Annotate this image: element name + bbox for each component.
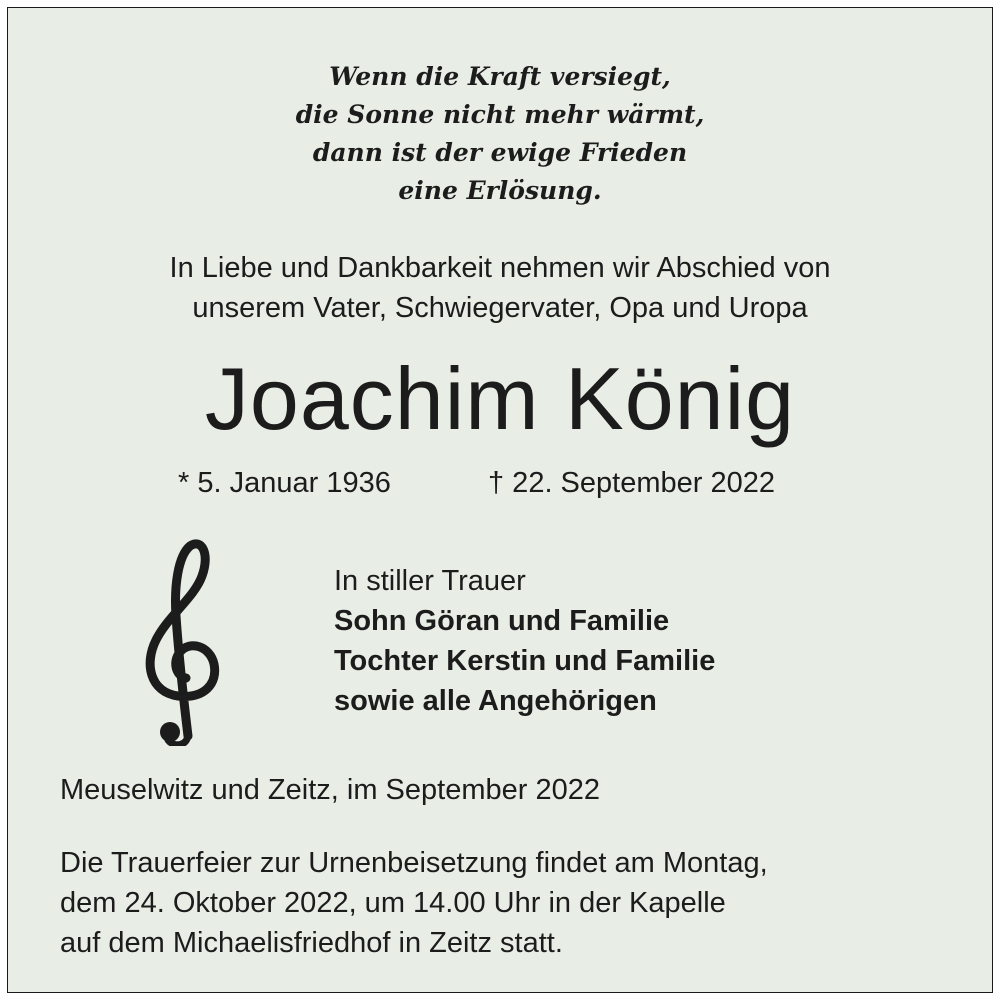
deceased-name: Joachim König xyxy=(204,349,796,448)
mourner-line: sowie alle Angehörigen xyxy=(334,685,657,717)
obituary-notice xyxy=(7,7,993,993)
mourners-heading: In stiller Trauer xyxy=(334,565,526,597)
poem-line: Wenn die Kraft versiegt, xyxy=(329,62,671,91)
ceremony-line: Die Trauerfeier zur Urnenbeisetzung findet am Montag, xyxy=(60,847,768,879)
poem-line: dann ist der ewige Frieden xyxy=(312,138,688,167)
ceremony-line: dem 24. Oktober 2022, um 14.00 Uhr in der Kapelle xyxy=(60,887,726,919)
mourner-line: Sohn Göran und Familie xyxy=(334,605,670,637)
mourner-line: Tochter Kerstin und Familie xyxy=(334,645,716,677)
ceremony-line: auf dem Michaelisfriedhof in Zeitz statt. xyxy=(60,927,563,959)
birth-date: * 5. Januar 1936 xyxy=(178,467,391,499)
poem-line: eine Erlösung. xyxy=(398,176,602,205)
treble-clef-icon xyxy=(138,536,228,746)
memorial-poem xyxy=(8,58,992,210)
death-date: † 22. September 2022 xyxy=(488,467,775,499)
farewell-line: unserem Vater, Schwiegervater, Opa und Uropa xyxy=(192,292,808,324)
ceremony-info xyxy=(60,843,768,963)
farewell-line: In Liebe und Dankbarkeit nehmen wir Abschied von xyxy=(169,252,831,284)
farewell-text xyxy=(8,248,992,328)
poem-line: die Sonne nicht mehr wärmt, xyxy=(295,100,705,129)
mourners-block xyxy=(334,561,715,721)
place-and-date: Meuselwitz und Zeitz, im September 2022 xyxy=(60,774,600,806)
